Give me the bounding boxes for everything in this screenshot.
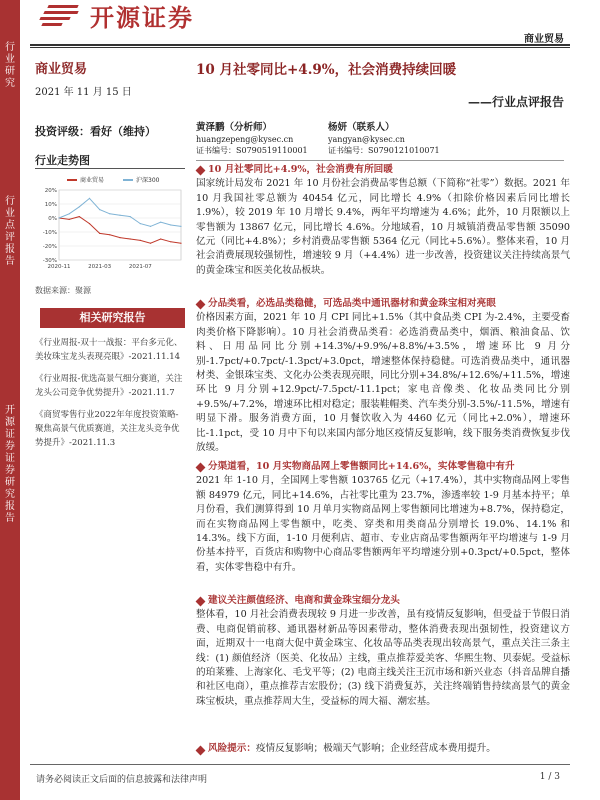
section-recommendation [196, 594, 570, 709]
contact-name: 杨妍（联系人） [328, 122, 395, 133]
logo-mark-icon [40, 3, 82, 27]
section-body: 整体看，10 月社会消费表现较 9 月进一步改善，虽有疫情反复影响，但受益于节假日消费、电商促销前移、通讯器材新品等因素带动，整体消费表现出强韧性，投资建议方面，近期双十一电商大促中黄金珠宝、化妆品等品类表现出较高景气，重点关注三条主线：(1) 颜值经济（医美、化妆品）主线，重点推荐爱美客、华熙生物、贝泰妮。受益标的珀莱雅、上海家化、毛戈平等；(2) 电商主线关注王沉市场和新兴业态（抖音品牌自播和社区电商），重点推荐吉宏股份；(3) 线下消费复苏，关注终端销售持续高景气的黄金珠宝板块，重点推荐周大生，受益标的周大福、潮宏基。 [196, 609, 570, 707]
chart-rule [35, 168, 185, 169]
industry-name: 商业贸易 [35, 62, 88, 77]
section-body: 价格因素方面，2021 年 10 月 CPI 同比+1.5%（其中食品类 CPI 为-2.4%，主要受畜肉类价格下降影响）。10 月社会消费品类看：必选消费品类中，烟酒、粮油食品、饮料、日用品同比分别+14.3%/+9.9%/+8.8%/+3.5%，增速环比 9 月分别-1.7pct/+0.7pct/-1.3pct/+3.0pct，增速整体保持稳健。可选消费品类中，通讯器材类、金银珠宝类、文化办公类表现亮眼，同比分别+34.8%/+12.6%/+11.5%，增速环比 9 月分别+12.9pct/-7.5pct/-11.1pct；家电音像类、化妆品类同比分别+9.5%/+7.2%，增速环比相对稳定；服装鞋帽类、汽车类分别-3.5%/-11.5%，增速有明显下滑。服务消费方面，10 月餐饮收入为 4460 亿元（同比+2.0%），增速环比-1.1pct，受 10 月中下旬以来国内部分地区疫情反复影响，线下服务类消费恢复步伐放缓。 [196, 312, 570, 454]
analyst-email[interactable]: huangzepeng@kysec.cn [196, 134, 294, 144]
x-tick-label: 2021-07 [128, 264, 152, 270]
series-point [79, 216, 80, 217]
report-date: 2021 年 11 月 15 日 [35, 87, 132, 98]
legend-label: 商业贸易 [80, 177, 105, 184]
logo [40, 2, 194, 32]
footer-disclaimer: 请务必阅读正文后面的信息披露和法律声明 [36, 775, 208, 785]
series-point [58, 217, 59, 218]
y-tick-label: 20% [44, 188, 57, 194]
footer-rule [30, 764, 570, 765]
series-line-2 [59, 198, 181, 226]
section-risk [196, 742, 570, 756]
series-point [180, 226, 181, 227]
y-tick-label: -20% [42, 244, 57, 250]
y-tick-label: 0% [48, 216, 57, 222]
section-body: 2021 年 1-10 月，全国网上零售额 103765 亿元（+17.4%），其中实物商品网上零售额 84979 亿元，同比+14.6%，占社零比重为 23.7%，渗透率较 1-9 月基本持平；单月份看，我们测算得到 10 月单月实物商品网上零售额同比增速为+8.7%，保持稳定，而在实物商品网上零售额中，吃类、穿类和用类商品分别增长 19.0%、14.1% 和 14.3%。线下方面，1-10 月便利店、超市、专业店商品零售额两年平均增速与 1-9 月份基本持平，百货店和购物中心商品零售额两年平均增速分别+0.3pct/+0.5pct，整体看，实体零售稳中有升。 [196, 475, 570, 573]
series-point [79, 206, 80, 207]
analyst-rule [196, 160, 564, 161]
series-point [140, 240, 141, 241]
series-point [130, 238, 131, 239]
series-line-1 [59, 217, 181, 244]
legend-label: 沪深300 [136, 177, 160, 184]
y-tick-label: 10% [44, 202, 57, 208]
analyst-name: 黄泽鹏（分析师） [196, 122, 273, 133]
related-report-item[interactable]: 《行业周报-优选高景气细分赛道，关注龙头公司竞争优势提升》-2021.11.7 [35, 374, 183, 398]
y-tick-label: -30% [42, 258, 57, 264]
header-industry-tag: 商业贸易 [524, 34, 564, 45]
series-point [109, 234, 110, 235]
section-heading: 分渠道看，10 月实物商品网上零售额同比+14.6%，实体零售稳中有升 [196, 460, 570, 474]
series-point [99, 209, 100, 210]
section-body: 国家统计局发布 2021 年 10 月份社会消费品零售总额（下简称“社零”）数据。2021 年 10 月我国社零总额为 40454 亿元，同比增长 4.9%（扣除价格因素后同比增长 1.9%），较 2019 年 10 月增长 9.4%，两年平均增速为 4.6%；此外，10 月限额以上零售额为 13867 亿元，同比增长 4.6%。分地域看，10 月城镇消费品零售额 35090 亿元（同比+4.8%）；乡村消费品零售额 5364 亿元（同比+5.6%）。整体来看，10 月社会消费展现较强韧性，增速较 9 月（+4.4%）进一步改善，投资建议关注持续高景气的黄金珠宝和医美化妆品板块。 [196, 178, 570, 276]
series-point [130, 216, 131, 217]
side-label-research: 行业研究 [5, 42, 15, 89]
series-point [150, 226, 151, 227]
related-report-item[interactable]: 《商贸零售行业2022年年度投资策略-聚焦高景气优质赛道，关注龙头竞争优势提升》-2021.11.3 [35, 410, 180, 448]
y-tick-label: -10% [42, 230, 57, 236]
contact-card [328, 122, 440, 157]
series-point [180, 243, 181, 244]
series-point [69, 213, 70, 214]
side-band [0, 0, 20, 800]
series-point [99, 233, 100, 234]
related-reports-heading: 相关研究报告 [40, 308, 185, 328]
series-point [140, 223, 141, 224]
series-point [160, 238, 161, 239]
related-report-item[interactable]: 《行业周报-双十一战报：平台多元化、美妆珠宝龙头表现亮眼》-2021.11.14 [35, 338, 183, 362]
series-point [119, 215, 120, 216]
report-subtitle: ——行业点评报告 [467, 95, 564, 109]
side-label-report-type: 行业点评报告 [5, 196, 15, 267]
series-point [119, 237, 120, 238]
series-point [170, 224, 171, 225]
x-tick-label: 2020-11 [47, 264, 71, 270]
series-point [89, 223, 90, 224]
section-body: 疫情反复影响；极端天气影响；企业经营成本费用提升。 [255, 743, 496, 754]
section-heading: 10 月社零同比+4.9%，社会消费有所回暖 [196, 163, 570, 177]
trend-chart-title: 行业走势图 [35, 154, 90, 167]
series-point [150, 243, 151, 244]
section-channels [196, 460, 570, 575]
trend-chart [35, 172, 185, 282]
analyst-cert: 证书编号：S0790519110001 [196, 146, 308, 155]
section-heading: 风险提示： [196, 743, 256, 754]
chart-source: 数据来源：聚源 [35, 286, 91, 295]
series-point [69, 219, 70, 220]
related-reports-list [35, 336, 185, 458]
series-point [170, 241, 171, 242]
side-label-brand: 开源证券 证券研究报告 [5, 405, 15, 524]
x-tick-label: 2021-03 [88, 264, 112, 270]
section-categories [196, 297, 570, 455]
series-point [89, 198, 90, 199]
investment-rating: 投资评级：看好（维持） [35, 125, 156, 138]
contact-email[interactable]: yangyan@kysec.cn [328, 134, 405, 144]
page-number: 1 / 3 [539, 772, 560, 782]
analyst-card [196, 122, 308, 157]
header-rule [30, 44, 570, 46]
series-point [109, 213, 110, 214]
header-rule-thin [30, 47, 570, 48]
logo-text: 开源证券 [90, 3, 194, 32]
report-title: 10 月社零同比+4.9%，社会消费持续回暖 [196, 62, 457, 78]
section-retail-sales [196, 163, 570, 278]
trend-chart-svg [35, 172, 185, 282]
contact-cert: 证书编号：S0790121010071 [328, 146, 440, 155]
chart-frame [59, 190, 181, 260]
section-heading: 建议关注颜值经济、电商和黄金珠宝细分龙头 [196, 594, 570, 608]
section-heading: 分品类看，必选品类稳健，可选品类中通讯器材和黄金珠宝相对亮眼 [196, 297, 570, 311]
series-point [160, 222, 161, 223]
